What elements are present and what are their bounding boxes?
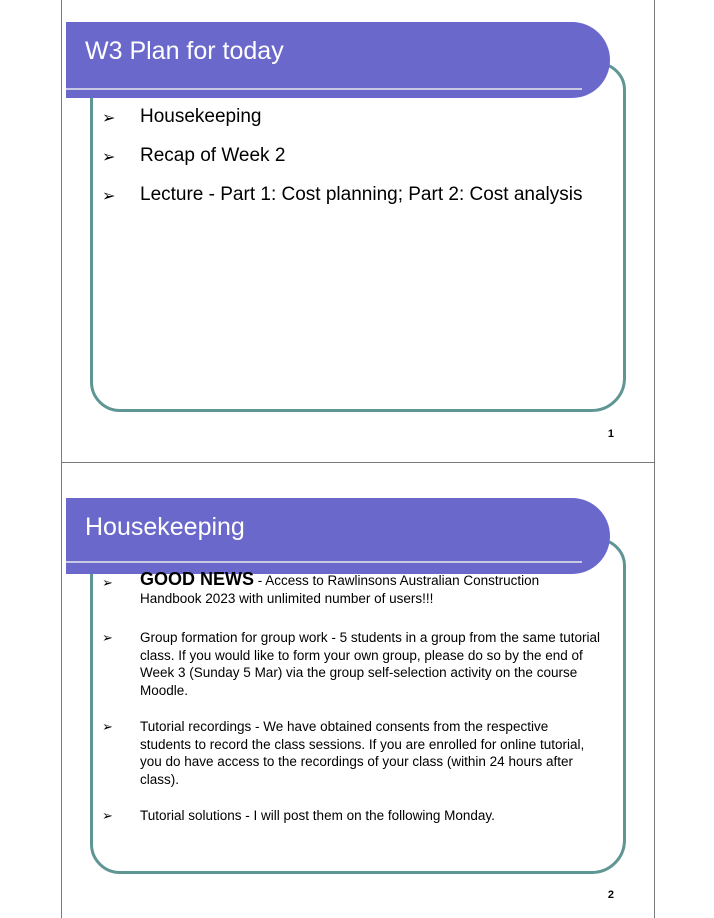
- arrow-bullet-icon: ➢: [102, 576, 113, 591]
- banner-underline: [66, 561, 582, 563]
- bullet-text: Group formation for group work - 5 students in a group from the same tutorial class. If you would like to form your own group, please do so by the end of Week 3 (Sunday 5 Mar) via the group self-selection activity on the course Moodle.: [140, 630, 600, 698]
- page-number: 1: [607, 428, 614, 440]
- slide-2: [62, 463, 654, 918]
- list-item-good-news: [102, 571, 602, 607]
- arrow-bullet-icon: ➢: [102, 631, 113, 646]
- good-news-text: - Access to Rawlinsons Australian Construction Handbook 2023 with unlimited number of users!!!: [140, 573, 540, 606]
- arrow-bullet-icon: ➢: [102, 147, 116, 166]
- bullet-text: Housekeeping: [140, 106, 262, 127]
- list-item: [102, 629, 602, 699]
- list-item: [102, 718, 602, 788]
- arrow-bullet-icon: ➢: [102, 108, 116, 127]
- bullet-list: [102, 571, 602, 844]
- list-item: [102, 145, 602, 167]
- arrow-bullet-icon: ➢: [102, 186, 116, 205]
- bullet-text: Lecture - Part 1: Cost planning; Part 2: Cost analysis: [140, 184, 583, 205]
- title-banner: [66, 22, 610, 98]
- page-number: 2: [607, 889, 614, 901]
- page-right-border: [654, 0, 655, 918]
- arrow-bullet-icon: ➢: [102, 809, 113, 824]
- list-item: [102, 807, 602, 825]
- slide-1: [62, 0, 654, 462]
- slide-title: Housekeeping: [85, 513, 245, 541]
- good-news-heading: GOOD NEWS: [140, 569, 255, 589]
- bullet-text: Recap of Week 2: [140, 145, 286, 166]
- bullet-text: Tutorial recordings - We have obtained consents from the respective students to record the class sessions. If you are enrolled for online tutorial, you do have access to the recordings of your class (within 24 hours after class).: [140, 719, 585, 787]
- arrow-bullet-icon: ➢: [102, 720, 113, 735]
- list-item: [102, 184, 602, 206]
- bullet-list: [102, 106, 602, 223]
- slide-title: W3 Plan for today: [85, 37, 284, 65]
- bullet-text: Tutorial solutions - I will post them on the following Monday.: [140, 808, 495, 823]
- list-item: [102, 106, 602, 128]
- banner-underline: [66, 88, 582, 90]
